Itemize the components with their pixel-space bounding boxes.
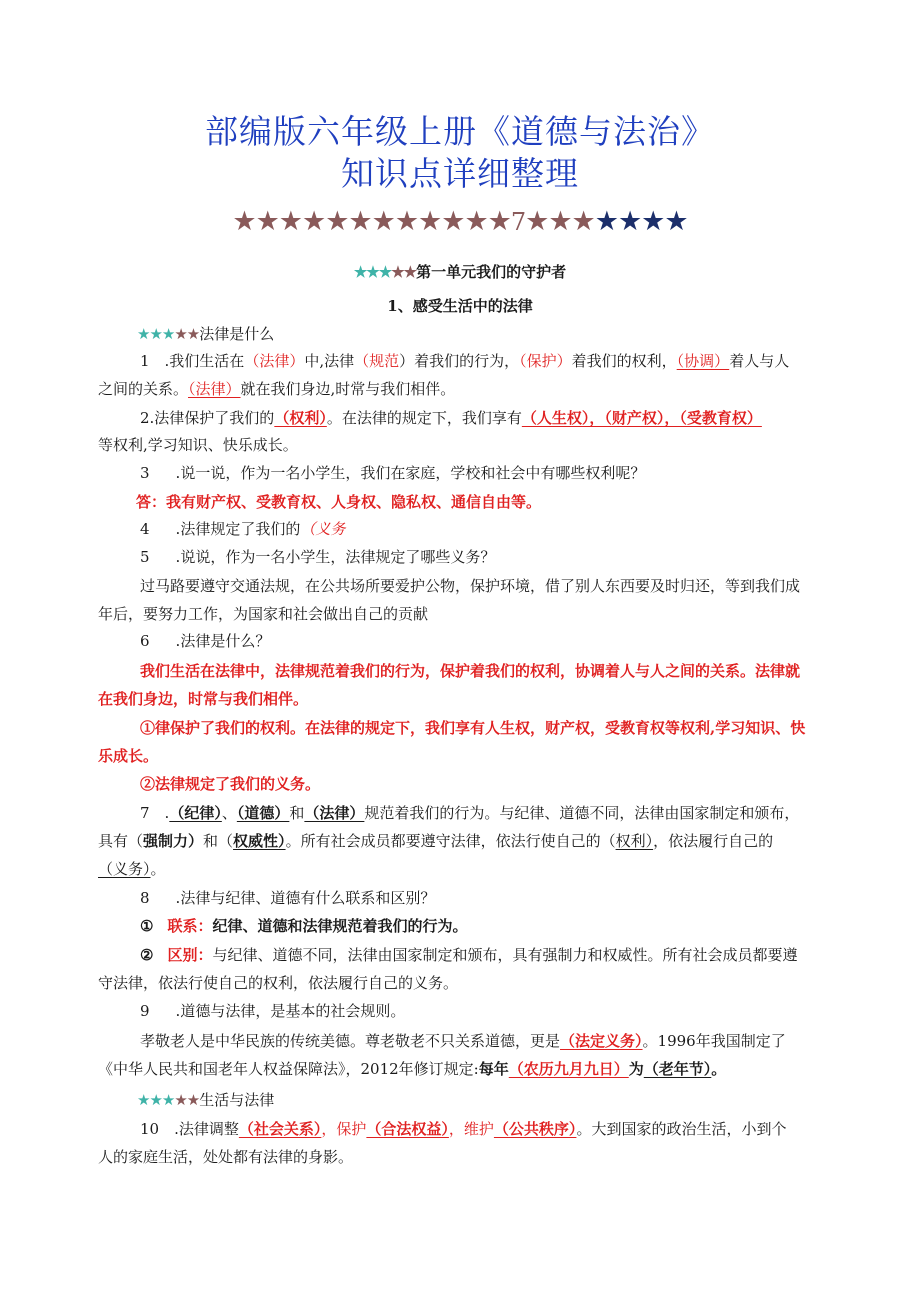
q7-blank-rights: 权利） — [615, 832, 654, 850]
a8-label-connection: 联系： — [167, 917, 213, 935]
section1-stars-brown: ★★ — [174, 325, 200, 343]
q1-text-i: 着人与人 — [729, 352, 790, 370]
a6-line1: 我们生活在法律中，法律规范着我们的行为，保护着我们的权利，协调着人与人之间的关系。法律就 — [140, 662, 801, 680]
p9-line2-b: 每年 — [478, 1060, 509, 1078]
q7-text-e: 和 — [289, 804, 305, 822]
q5-number: 5 — [140, 548, 150, 566]
p9-text-a: 孝敬老人是中华民族的传统美德。尊老敬老不只关系道德，更是 — [140, 1032, 561, 1050]
q7-blank-force: 强制力） — [143, 832, 204, 850]
q8-number: 8 — [140, 889, 150, 907]
q7-line2-c: 和（ — [203, 832, 234, 850]
q10-blank-public-order: （公共秩序） — [493, 1120, 577, 1138]
q7-blank-duties: （义务） — [98, 860, 151, 878]
q2-line2: 等权利,学习知识、快乐成长。 — [98, 436, 298, 454]
q3-number: 3 — [140, 464, 150, 482]
p9-blank-date: （农历九月九日） — [508, 1060, 629, 1078]
q9-number: 9 — [140, 1002, 150, 1020]
q4-text: .法律规定了我们的 — [175, 520, 301, 538]
q8 — [140, 887, 435, 909]
q1-text-e: ）着我们的行为， — [399, 352, 520, 370]
a6-line4: 乐成长。 — [98, 747, 159, 765]
q7-text-a: 7 . — [140, 804, 170, 822]
q4 — [140, 518, 345, 540]
p9-line2-d: 为 — [628, 1060, 644, 1078]
q1-line2-a: 之间的关系。 — [98, 380, 189, 398]
q2-blank-rights-list: （人生权），（财产权），（受教育权） — [521, 409, 762, 427]
q1-text-g: 着我们的权利， — [571, 352, 677, 370]
q7-blank-law: （法律） — [304, 804, 365, 822]
section1-stars-teal: ★★★ — [137, 325, 175, 343]
q2-text-c: 。在法律的规定下，我们享有 — [326, 409, 522, 427]
q3 — [140, 462, 645, 484]
q7-text-g: 规范着我们的行为。与纪律、道德不同，法律由国家制定和颁布， — [364, 804, 800, 822]
a8-label-difference: 区别： — [167, 946, 213, 964]
q1-blank-regulate: （规范 — [354, 352, 400, 370]
q10-blank-legal-rights: （合法权益） — [366, 1120, 449, 1138]
section2-title: 生活与法律 — [199, 1091, 275, 1109]
a8-text-difference: 与纪律、道德不同，法律由国家制定和颁布，具有强制力和权威性。所有社会成员都要遵 — [212, 946, 798, 964]
q7-blank-morality: （道德） — [236, 804, 290, 822]
q7-line2 — [98, 830, 773, 852]
q1-line2 — [98, 378, 455, 400]
q7-line2-e: 。所有社会成员都要遵守法律，依法行使自己的（ — [285, 832, 616, 850]
q4-number: 4 — [140, 520, 150, 538]
p9-blank-legal-duty: （法定义务） — [560, 1032, 643, 1050]
q10-text-e: ，维护 — [448, 1120, 494, 1138]
p9-line2-a: 《中华人民共和国老年人权益保障法》，2012年修订规定: — [98, 1060, 479, 1078]
q7-text-c: 、 — [221, 804, 237, 822]
unit-stars-brown: ★★ — [391, 263, 417, 281]
q1-text-a: 1 .我们生活在 — [140, 352, 245, 370]
section2-stars-teal: ★★★ — [137, 1091, 175, 1109]
doc-title-line1: 部编版六年级上册《道德与法治》 — [205, 112, 715, 151]
q3-text: .说一说，作为一名小学生，我们在家庭，学校和社会中有哪些权利呢？ — [175, 464, 646, 482]
q7-blank-authority: 权威性） — [233, 832, 286, 850]
q7-line3 — [98, 858, 166, 880]
q9 — [140, 1000, 405, 1022]
p9-blank-festival: （老年节） — [643, 1060, 712, 1078]
section2-stars-brown: ★★ — [174, 1091, 200, 1109]
p9-line1 — [140, 1030, 786, 1052]
q7-line3-b: 。 — [150, 860, 166, 878]
a6-line5: ②法律规定了我们的义务。 — [140, 775, 321, 793]
a5-line2: 年后，要努力工作，为国家和社会做出自己的贡献 — [98, 605, 429, 623]
q9-text: .道德与法律，是基本的社会规则。 — [175, 1002, 406, 1020]
q1-text-c: 中,法律 — [304, 352, 355, 370]
q10-blank-social-relations: （社会关系） — [238, 1120, 322, 1138]
p9-line2-f: 。 — [711, 1060, 727, 1078]
q10-line2: 人的家庭生活，处处都有法律的身影。 — [98, 1148, 354, 1166]
q1-blank-protect: （保护） — [519, 352, 572, 370]
star-banner-part1: ★★★★★★★★★★★★ — [232, 206, 511, 237]
q1-line1 — [140, 350, 789, 372]
q10-text-a: 10 .法律调整 — [140, 1120, 239, 1138]
star-banner — [0, 206, 920, 237]
q8-text: .法律与纪律、道德有什么联系和区别？ — [175, 889, 436, 907]
section-heading-2 — [137, 1089, 274, 1111]
q6-text: .法律是什么？ — [175, 632, 271, 650]
q7-line2-a: 具有（ — [98, 832, 144, 850]
star-banner-part3: ★★★ — [525, 206, 595, 237]
q5-text: .说说，作为一名小学生，法律规定了哪些义务？ — [175, 548, 496, 566]
q10-text-g: 。大到国家的政治生活，小到个 — [576, 1120, 787, 1138]
section1-title: 法律是什么 — [199, 325, 275, 343]
a8-line1 — [140, 915, 467, 937]
star-banner-part4: ★★★★ — [594, 206, 688, 237]
q1-line2-c: 就在我们身边,时常与我们相伴。 — [240, 380, 456, 398]
unit-title: 第一单元我们的守护者 — [416, 263, 567, 281]
q4-blank-duty: （义务 — [300, 520, 346, 538]
q10-text-c: ，保护 — [321, 1120, 367, 1138]
p9-line2 — [98, 1058, 726, 1080]
a8-marker-1: ① — [140, 917, 154, 935]
section-heading-1 — [137, 323, 274, 345]
q2-blank-rights: （权利） — [274, 409, 327, 427]
q7-line2-g: ，依法履行自己的 — [653, 832, 774, 850]
a5-line1: 过马路要遵守交通法规，在公共场所要爱护公物，保护环境，借了别人东西要及时归还，等到我们成 — [140, 577, 801, 595]
q6 — [140, 630, 270, 652]
q1-blank-law2: （法律） — [188, 380, 241, 398]
a6-line2: 在我们身边，时常与我们相伴。 — [98, 690, 309, 708]
unit-stars-teal: ★★★ — [353, 263, 392, 281]
q2-line1 — [140, 407, 762, 429]
q7-blank-discipline: （纪律） — [169, 804, 222, 822]
a8-text-connection: 纪律、道德和法律规范着我们的行为。 — [212, 917, 468, 935]
lesson-heading: 1、感受生活中的法律 — [387, 297, 533, 315]
q6-number: 6 — [140, 632, 150, 650]
q1-blank-law: （法律） — [244, 352, 305, 370]
doc-title-line2: 知识点详细整理 — [341, 154, 579, 193]
q1-blank-coordinate: （协调） — [676, 352, 730, 370]
q7-line1 — [140, 802, 799, 824]
a8-marker-2: ② — [140, 946, 154, 964]
a6-line3: ①律保护了我们的权利。在法律的规定下，我们享有人生权，财产权，受教育权等权利,学习知识、快 — [140, 719, 806, 737]
a8-line2 — [140, 944, 797, 966]
a3-answer: 答：我有财产权、受教育权、人身权、隐私权、通信自由等。 — [136, 493, 542, 511]
q2-text-a: 2.法律保护了我们的 — [140, 409, 275, 427]
q5 — [140, 546, 495, 568]
star-banner-number: 7 — [510, 208, 526, 236]
p9-text-c: 。1996年我国制定了 — [642, 1032, 786, 1050]
unit-heading — [0, 261, 920, 283]
a8-line3: 守法律，依法行使自己的权利，依法履行自己的义务。 — [98, 974, 459, 992]
q10-line1 — [140, 1118, 786, 1140]
